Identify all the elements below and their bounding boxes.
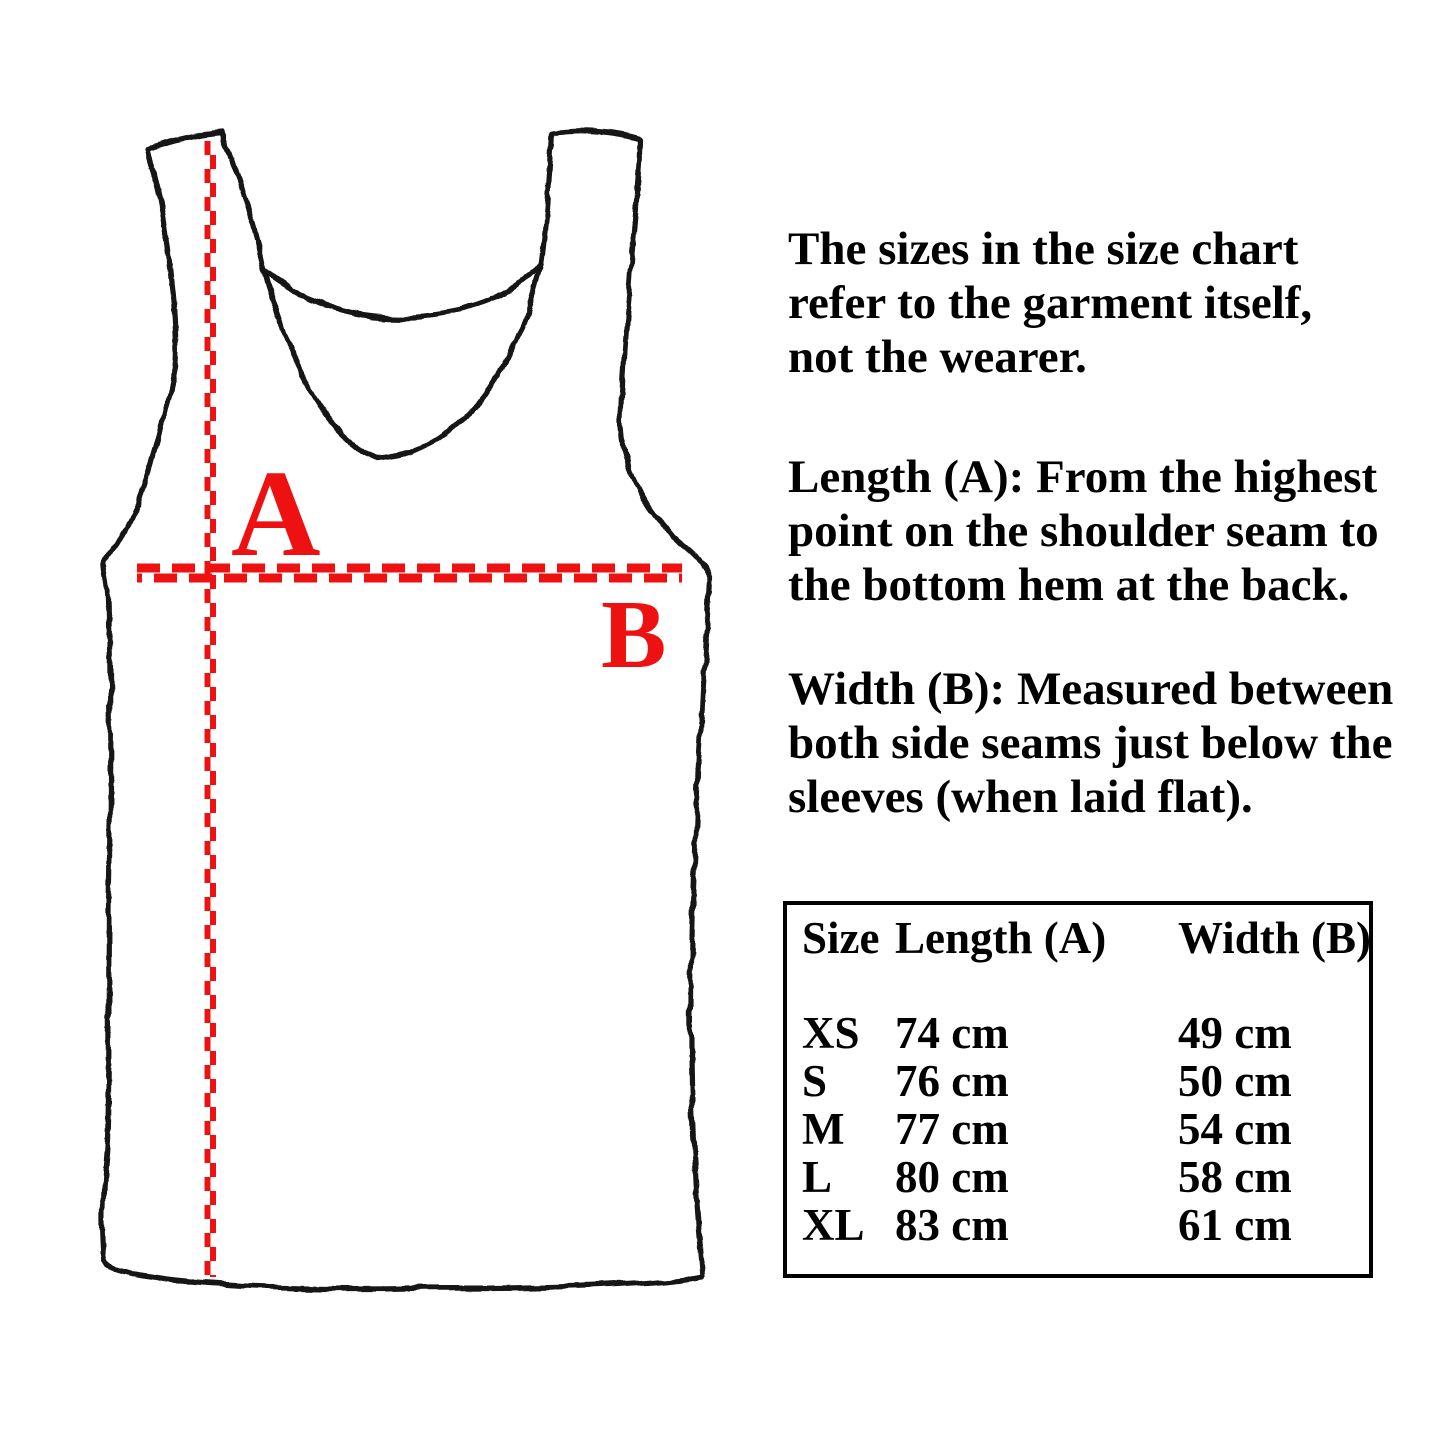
table-row-size: S (802, 1056, 828, 1106)
width-measure-line (137, 568, 682, 578)
length-label-a: A (231, 445, 321, 582)
table-row-size: M (802, 1104, 845, 1154)
table-row-length: 76 cm (895, 1056, 1009, 1106)
size-table-header-width: Width (B) (1178, 913, 1371, 963)
table-row-size: XL (802, 1200, 865, 1250)
table-row-length: 83 cm (895, 1200, 1009, 1250)
table-row-length: 77 cm (895, 1104, 1009, 1154)
length-definition-line: point on the shoulder seam to (788, 505, 1379, 557)
table-row-width: 58 cm (1178, 1152, 1292, 1202)
width-definition-line: both side seams just below the (788, 717, 1393, 769)
table-row-size: L (802, 1152, 833, 1202)
table-row-width: 54 cm (1178, 1104, 1292, 1154)
size-table-header-length: Length (A) (895, 913, 1107, 963)
size-table (783, 901, 1373, 1278)
table-row-length: 74 cm (895, 1008, 1009, 1058)
intro-line: The sizes in the size chart (788, 223, 1299, 275)
length-definition-paragraph (788, 450, 1388, 612)
table-row-width: 49 cm (1178, 1008, 1292, 1058)
table-row-width: 61 cm (1178, 1200, 1292, 1250)
table-row-length: 80 cm (895, 1152, 1009, 1202)
back-neckline (264, 264, 541, 317)
width-definition-line: sleeves (when laid flat). (788, 771, 1253, 823)
intro-paragraph (788, 222, 1388, 384)
width-definition-line: Width (B): Measured between (788, 663, 1394, 715)
length-measure-line (208, 141, 214, 1277)
length-definition-line: the bottom hem at the back. (788, 559, 1350, 611)
tank-top-outline (103, 131, 710, 1289)
length-definition-line: Length (A): From the highest (788, 451, 1378, 503)
intro-line: refer to the garment itself, (788, 277, 1313, 329)
width-definition-paragraph (788, 662, 1394, 824)
intro-line: not the wearer. (788, 331, 1087, 383)
width-label-b: B (601, 581, 667, 689)
table-row-size: XS (802, 1008, 860, 1058)
table-row-width: 50 cm (1178, 1056, 1292, 1106)
size-table-header-size: Size (802, 913, 880, 963)
